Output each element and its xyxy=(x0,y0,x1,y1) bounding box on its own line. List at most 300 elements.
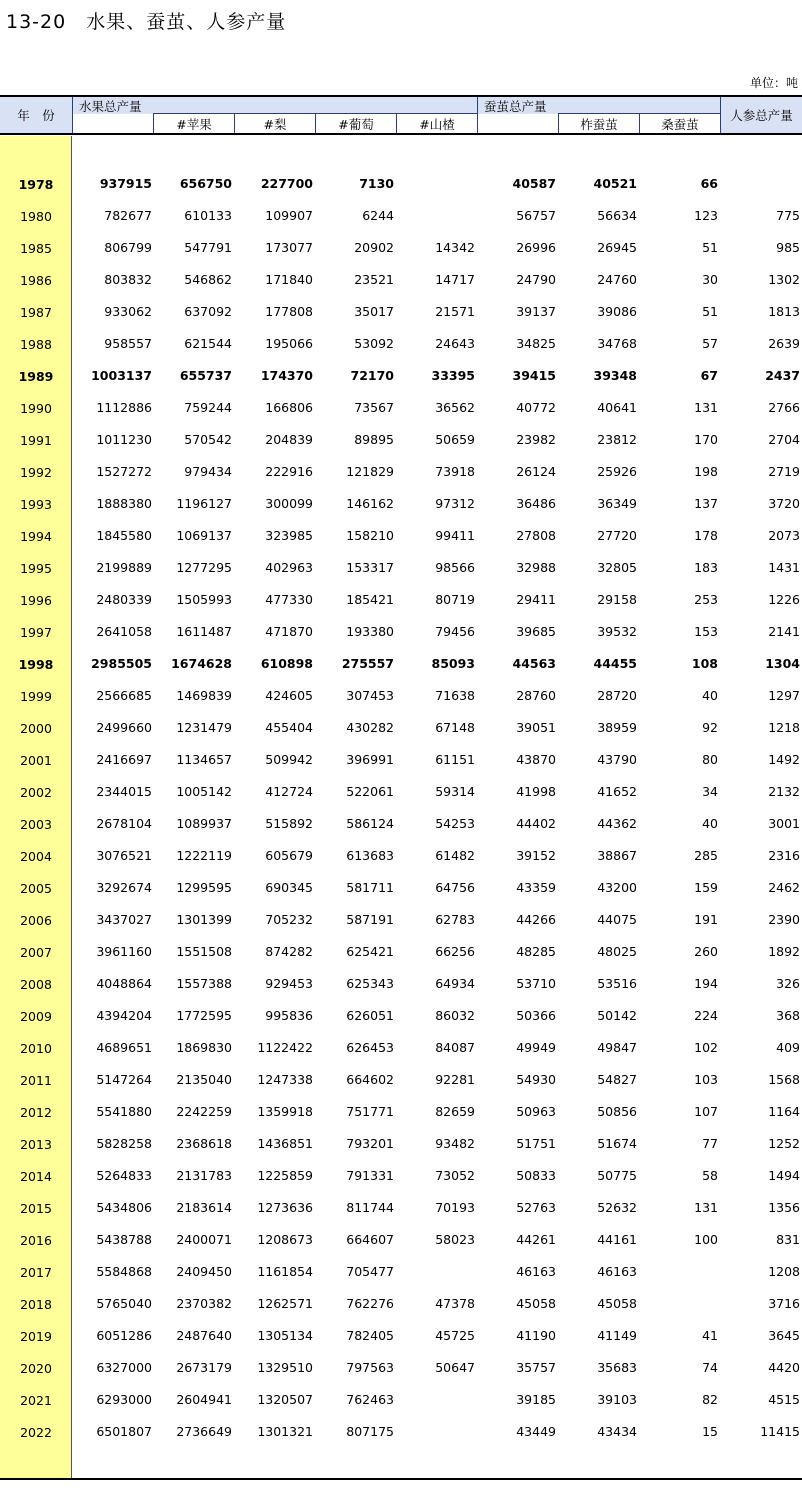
cell-pear: 610898 xyxy=(260,656,313,671)
table-row xyxy=(0,1128,802,1160)
cell-pear: 1305134 xyxy=(257,1328,313,1343)
cell-fruit-total: 1112886 xyxy=(96,400,152,415)
cell-year: 2003 xyxy=(20,817,52,832)
cell-year: 1994 xyxy=(20,529,52,544)
cell-hawthorn: 62783 xyxy=(435,912,475,927)
table-row xyxy=(0,520,802,552)
cell-mulberry: 92 xyxy=(702,720,718,735)
cell-tussah: 43434 xyxy=(597,1424,637,1439)
cell-ginseng: 2073 xyxy=(768,528,800,543)
cell-fruit-total: 4048864 xyxy=(96,976,152,991)
cell-hawthorn: 64934 xyxy=(435,976,475,991)
cell-cocoon-total: 39051 xyxy=(516,720,556,735)
cell-mulberry: 34 xyxy=(702,784,718,799)
cell-fruit-total: 2199889 xyxy=(96,560,152,575)
cell-apple: 2487640 xyxy=(176,1328,232,1343)
cell-pear: 1359918 xyxy=(257,1104,313,1119)
cell-cocoon-total: 44563 xyxy=(512,656,556,671)
cell-fruit-total: 958557 xyxy=(104,336,152,351)
cell-mulberry: 51 xyxy=(702,304,718,319)
cell-mulberry: 102 xyxy=(694,1040,718,1055)
cell-pear: 690345 xyxy=(265,880,313,895)
cell-pear: 995836 xyxy=(265,1008,313,1023)
cell-apple: 2400071 xyxy=(176,1232,232,1247)
cell-cocoon-total: 29411 xyxy=(516,592,556,607)
cell-grape: 396991 xyxy=(346,752,394,767)
cell-tussah: 50142 xyxy=(597,1008,637,1023)
cell-year: 1995 xyxy=(20,561,52,576)
header-divider xyxy=(234,114,235,133)
cell-mulberry: 67 xyxy=(700,368,718,383)
cell-tussah: 41652 xyxy=(597,784,637,799)
cell-tussah: 53516 xyxy=(597,976,637,991)
table-row xyxy=(0,1160,802,1192)
cell-fruit-total: 1003137 xyxy=(91,368,152,383)
cell-apple: 1089937 xyxy=(176,816,232,831)
cell-year: 2019 xyxy=(20,1329,52,1344)
cell-fruit-total: 6327000 xyxy=(96,1360,152,1375)
cell-cocoon-total: 40587 xyxy=(512,176,556,191)
cell-cocoon-total: 53710 xyxy=(516,976,556,991)
cell-hawthorn: 21571 xyxy=(435,304,475,319)
cell-apple: 637092 xyxy=(184,304,232,319)
cell-hawthorn: 98566 xyxy=(435,560,475,575)
cell-cocoon-total: 44266 xyxy=(516,912,556,927)
cell-year: 2021 xyxy=(20,1393,52,1408)
table-row xyxy=(0,744,802,776)
cell-tussah: 50856 xyxy=(597,1104,637,1119)
cell-pear: 402963 xyxy=(265,560,313,575)
cell-fruit-total: 803832 xyxy=(104,272,152,287)
cell-mulberry: 51 xyxy=(702,240,718,255)
cell-ginseng: 1208 xyxy=(768,1264,800,1279)
cell-fruit-total: 1888380 xyxy=(96,496,152,511)
cell-fruit-total: 2480339 xyxy=(96,592,152,607)
cell-ginseng: 4515 xyxy=(768,1392,800,1407)
header-tussah: 柞蚕茧 xyxy=(559,114,639,133)
cell-year: 1988 xyxy=(20,337,52,352)
cell-hawthorn: 73918 xyxy=(435,464,475,479)
cell-grape: 626453 xyxy=(346,1040,394,1055)
cell-cocoon-total: 50366 xyxy=(516,1008,556,1023)
cell-fruit-total: 6051286 xyxy=(96,1328,152,1343)
cell-grape: 73567 xyxy=(354,400,394,415)
cell-pear: 1208673 xyxy=(257,1232,313,1247)
cell-pear: 1436851 xyxy=(257,1136,313,1151)
table-row xyxy=(0,776,802,808)
cell-pear: 109907 xyxy=(265,208,313,223)
cell-apple: 1469839 xyxy=(176,688,232,703)
cell-tussah: 52632 xyxy=(597,1200,637,1215)
cell-pear: 323985 xyxy=(265,528,313,543)
table-row xyxy=(0,456,802,488)
cell-ginseng: 11415 xyxy=(760,1424,800,1439)
cell-hawthorn: 73052 xyxy=(435,1168,475,1183)
cell-grape: 625421 xyxy=(346,944,394,959)
cell-apple: 621544 xyxy=(184,336,232,351)
cell-pear: 1273636 xyxy=(257,1200,313,1215)
cell-apple: 1557388 xyxy=(176,976,232,991)
cell-hawthorn: 86032 xyxy=(435,1008,475,1023)
cell-cocoon-total: 43359 xyxy=(516,880,556,895)
cell-apple: 1611487 xyxy=(176,624,232,639)
cell-fruit-total: 2416697 xyxy=(96,752,152,767)
cell-year: 2013 xyxy=(20,1137,52,1152)
cell-ginseng: 1892 xyxy=(768,944,800,959)
cell-pear: 455404 xyxy=(265,720,313,735)
header-apple: #苹果 xyxy=(154,114,234,133)
cell-pear: 412724 xyxy=(265,784,313,799)
cell-ginseng: 2437 xyxy=(765,368,800,383)
table-row xyxy=(0,264,802,296)
cell-year: 1993 xyxy=(20,497,52,512)
cell-grape: 793201 xyxy=(346,1136,394,1151)
cell-fruit-total: 1845580 xyxy=(96,528,152,543)
cell-ginseng: 1813 xyxy=(768,304,800,319)
cell-mulberry: 131 xyxy=(694,400,718,415)
cell-ginseng: 775 xyxy=(776,208,800,223)
cell-tussah: 23812 xyxy=(597,432,637,447)
cell-ginseng: 1494 xyxy=(768,1168,800,1183)
cell-pear: 177808 xyxy=(265,304,313,319)
cell-apple: 2604941 xyxy=(176,1392,232,1407)
cell-ginseng: 1568 xyxy=(768,1072,800,1087)
cell-hawthorn: 70193 xyxy=(435,1200,475,1215)
table-row xyxy=(0,584,802,616)
cell-apple: 1005142 xyxy=(176,784,232,799)
cell-cocoon-total: 26124 xyxy=(516,464,556,479)
cell-grape: 613683 xyxy=(346,848,394,863)
cell-tussah: 54827 xyxy=(597,1072,637,1087)
cell-grape: 153317 xyxy=(346,560,394,575)
cell-ginseng: 1252 xyxy=(768,1136,800,1151)
cell-year: 2005 xyxy=(20,881,52,896)
cell-mulberry: 183 xyxy=(694,560,718,575)
cell-fruit-total: 5147264 xyxy=(96,1072,152,1087)
cell-grape: 791331 xyxy=(346,1168,394,1183)
cell-mulberry: 123 xyxy=(694,208,718,223)
cell-year: 2022 xyxy=(20,1425,52,1440)
cell-tussah: 39348 xyxy=(593,368,637,383)
cell-grape: 430282 xyxy=(346,720,394,735)
cell-tussah: 43790 xyxy=(597,752,637,767)
cell-cocoon-total: 54930 xyxy=(516,1072,556,1087)
cell-hawthorn: 36562 xyxy=(435,400,475,415)
cell-fruit-total: 5584868 xyxy=(96,1264,152,1279)
cell-mulberry: 103 xyxy=(694,1072,718,1087)
cell-tussah: 43200 xyxy=(597,880,637,895)
header-divider xyxy=(153,114,154,133)
cell-mulberry: 253 xyxy=(694,592,718,607)
cell-hawthorn: 71638 xyxy=(435,688,475,703)
cell-year: 2020 xyxy=(20,1361,52,1376)
cell-cocoon-total: 32988 xyxy=(516,560,556,575)
cell-ginseng: 3716 xyxy=(768,1296,800,1311)
cell-fruit-total: 2566685 xyxy=(96,688,152,703)
header-cocoon-total-blank xyxy=(478,114,558,133)
table-row xyxy=(0,392,802,424)
cell-year: 1986 xyxy=(20,273,52,288)
cell-hawthorn: 47378 xyxy=(435,1296,475,1311)
header-cocoon-total: 蚕茧总产量 xyxy=(478,97,720,114)
cell-tussah: 44161 xyxy=(597,1232,637,1247)
table-row xyxy=(0,1416,802,1448)
table-row xyxy=(0,1064,802,1096)
cell-hawthorn: 61482 xyxy=(435,848,475,863)
cell-year: 2000 xyxy=(20,721,52,736)
cell-mulberry: 80 xyxy=(702,752,718,767)
cell-cocoon-total: 27808 xyxy=(516,528,556,543)
cell-fruit-total: 806799 xyxy=(104,240,152,255)
header-hawthorn: #山楂 xyxy=(397,114,477,133)
table-row xyxy=(0,1224,802,1256)
table-row xyxy=(0,1288,802,1320)
cell-apple: 1301399 xyxy=(176,912,232,927)
cell-pear: 605679 xyxy=(265,848,313,863)
cell-mulberry: 77 xyxy=(702,1136,718,1151)
header-bottom-rule xyxy=(0,133,802,135)
cell-tussah: 41149 xyxy=(597,1328,637,1343)
cell-mulberry: 108 xyxy=(691,656,718,671)
table-row xyxy=(0,1384,802,1416)
header-divider xyxy=(153,113,477,114)
cell-mulberry: 170 xyxy=(694,432,718,447)
table-row xyxy=(0,808,802,840)
cell-mulberry: 82 xyxy=(702,1392,718,1407)
cell-hawthorn: 82659 xyxy=(435,1104,475,1119)
cell-apple: 610133 xyxy=(184,208,232,223)
cell-year: 1996 xyxy=(20,593,52,608)
cell-year: 2018 xyxy=(20,1297,52,1312)
cell-year: 2016 xyxy=(20,1233,52,1248)
cell-mulberry: 194 xyxy=(694,976,718,991)
cell-tussah: 50775 xyxy=(597,1168,637,1183)
cell-apple: 1231479 xyxy=(176,720,232,735)
cell-apple: 2409450 xyxy=(176,1264,232,1279)
cell-tussah: 25926 xyxy=(597,464,637,479)
cell-year: 2015 xyxy=(20,1201,52,1216)
cell-apple: 2370382 xyxy=(176,1296,232,1311)
cell-fruit-total: 782677 xyxy=(104,208,152,223)
cell-cocoon-total: 44402 xyxy=(516,816,556,831)
cell-tussah: 27720 xyxy=(597,528,637,543)
cell-ginseng: 1297 xyxy=(768,688,800,703)
cell-mulberry: 153 xyxy=(694,624,718,639)
cell-cocoon-total: 36486 xyxy=(516,496,556,511)
cell-cocoon-total: 51751 xyxy=(516,1136,556,1151)
cell-pear: 173077 xyxy=(265,240,313,255)
table-row xyxy=(0,296,802,328)
cell-ginseng: 2141 xyxy=(768,624,800,639)
table-row xyxy=(0,168,802,200)
cell-pear: 1247338 xyxy=(257,1072,313,1087)
cell-fruit-total: 1011230 xyxy=(96,432,152,447)
cell-grape: 625343 xyxy=(346,976,394,991)
cell-grape: 626051 xyxy=(346,1008,394,1023)
cell-grape: 522061 xyxy=(346,784,394,799)
cell-year: 1991 xyxy=(20,433,52,448)
header-year: 年 份 xyxy=(0,97,72,133)
cell-hawthorn: 50647 xyxy=(435,1360,475,1375)
cell-fruit-total: 4394204 xyxy=(96,1008,152,1023)
cell-ginseng: 1226 xyxy=(768,592,800,607)
cell-year: 2002 xyxy=(20,785,52,800)
cell-mulberry: 131 xyxy=(694,1200,718,1215)
cell-apple: 1505993 xyxy=(176,592,232,607)
cell-year: 2009 xyxy=(20,1009,52,1024)
cell-apple: 1196127 xyxy=(176,496,232,511)
cell-ginseng: 1304 xyxy=(765,656,800,671)
cell-grape: 581711 xyxy=(346,880,394,895)
cell-ginseng: 326 xyxy=(776,976,800,991)
cell-hawthorn: 92281 xyxy=(435,1072,475,1087)
cell-pear: 929453 xyxy=(265,976,313,991)
cell-cocoon-total: 56757 xyxy=(516,208,556,223)
header-divider xyxy=(639,114,640,133)
cell-tussah: 24760 xyxy=(597,272,637,287)
cell-cocoon-total: 50963 xyxy=(516,1104,556,1119)
cell-grape: 6244 xyxy=(362,208,394,223)
cell-apple: 2673179 xyxy=(176,1360,232,1375)
cell-year: 1978 xyxy=(18,177,54,192)
cell-grape: 146162 xyxy=(346,496,394,511)
cell-cocoon-total: 40772 xyxy=(516,400,556,415)
cell-fruit-total: 2499660 xyxy=(96,720,152,735)
table-row xyxy=(0,1032,802,1064)
table-row xyxy=(0,712,802,744)
cell-year: 2008 xyxy=(20,977,52,992)
cell-pear: 204839 xyxy=(265,432,313,447)
cell-pear: 166806 xyxy=(265,400,313,415)
cell-cocoon-total: 39185 xyxy=(516,1392,556,1407)
cell-pear: 477330 xyxy=(265,592,313,607)
cell-cocoon-total: 44261 xyxy=(516,1232,556,1247)
cell-grape: 72170 xyxy=(350,368,394,383)
cell-cocoon-total: 50833 xyxy=(516,1168,556,1183)
cell-pear: 705232 xyxy=(265,912,313,927)
cell-tussah: 32805 xyxy=(597,560,637,575)
header-divider xyxy=(72,97,73,133)
cell-hawthorn: 14342 xyxy=(435,240,475,255)
cell-tussah: 56634 xyxy=(597,208,637,223)
cell-tussah: 38959 xyxy=(597,720,637,735)
cell-hawthorn: 79456 xyxy=(435,624,475,639)
table-row xyxy=(0,360,802,392)
cell-hawthorn: 99411 xyxy=(435,528,475,543)
cell-ginseng: 4420 xyxy=(768,1360,800,1375)
cell-fruit-total: 5438788 xyxy=(96,1232,152,1247)
cell-tussah: 45058 xyxy=(597,1296,637,1311)
header-divider xyxy=(558,114,559,133)
cell-year: 2007 xyxy=(20,945,52,960)
cell-pear: 1262571 xyxy=(257,1296,313,1311)
cell-apple: 1069137 xyxy=(176,528,232,543)
cell-hawthorn: 14717 xyxy=(435,272,475,287)
cell-tussah: 39086 xyxy=(597,304,637,319)
cell-pear: 1161854 xyxy=(257,1264,313,1279)
cell-year: 2001 xyxy=(20,753,52,768)
cell-mulberry: 74 xyxy=(702,1360,718,1375)
cell-mulberry: 260 xyxy=(694,944,718,959)
cell-year: 2006 xyxy=(20,913,52,928)
cell-cocoon-total: 48285 xyxy=(516,944,556,959)
cell-cocoon-total: 41998 xyxy=(516,784,556,799)
cell-ginseng: 409 xyxy=(776,1040,800,1055)
table-row xyxy=(0,616,802,648)
table-header xyxy=(0,97,802,133)
cell-mulberry: 198 xyxy=(694,464,718,479)
header-fruit-total-blank xyxy=(73,114,153,133)
cell-fruit-total: 2678104 xyxy=(96,816,152,831)
cell-hawthorn: 58023 xyxy=(435,1232,475,1247)
cell-ginseng: 2719 xyxy=(768,464,800,479)
page-title: 13-20 水果、蚕茧、人参产量 xyxy=(6,11,287,33)
cell-year: 1990 xyxy=(20,401,52,416)
cell-grape: 185421 xyxy=(346,592,394,607)
table-row xyxy=(0,968,802,1000)
cell-pear: 874282 xyxy=(265,944,313,959)
cell-apple: 570542 xyxy=(184,432,232,447)
cell-tussah: 28720 xyxy=(597,688,637,703)
cell-fruit-total: 937915 xyxy=(99,176,152,191)
table-row xyxy=(0,680,802,712)
cell-tussah: 44455 xyxy=(593,656,637,671)
cell-tussah: 38867 xyxy=(597,848,637,863)
table-row xyxy=(0,328,802,360)
cell-fruit-total: 3076521 xyxy=(96,848,152,863)
cell-year: 1997 xyxy=(20,625,52,640)
cell-fruit-total: 6501807 xyxy=(96,1424,152,1439)
cell-apple: 2736649 xyxy=(176,1424,232,1439)
cell-tussah: 40641 xyxy=(597,400,637,415)
cell-year: 1980 xyxy=(20,209,52,224)
table-row xyxy=(0,1096,802,1128)
cell-cocoon-total: 39685 xyxy=(516,624,556,639)
cell-fruit-total: 2641058 xyxy=(96,624,152,639)
cell-year: 1998 xyxy=(18,657,54,672)
cell-hawthorn: 64756 xyxy=(435,880,475,895)
cell-cocoon-total: 39137 xyxy=(516,304,556,319)
header-ginseng: 人参总产量 xyxy=(721,97,802,133)
cell-grape: 193380 xyxy=(346,624,394,639)
cell-ginseng: 831 xyxy=(776,1232,800,1247)
header-divider xyxy=(558,113,720,114)
cell-apple: 546862 xyxy=(184,272,232,287)
cell-mulberry: 100 xyxy=(694,1232,718,1247)
cell-tussah: 40521 xyxy=(593,176,637,191)
cell-grape: 807175 xyxy=(346,1424,394,1439)
table-row xyxy=(0,1256,802,1288)
table-row xyxy=(0,1000,802,1032)
cell-mulberry: 66 xyxy=(700,176,718,191)
cell-cocoon-total: 52763 xyxy=(516,1200,556,1215)
cell-hawthorn: 45725 xyxy=(435,1328,475,1343)
cell-grape: 751771 xyxy=(346,1104,394,1119)
cell-ginseng: 985 xyxy=(776,240,800,255)
cell-apple: 1772595 xyxy=(176,1008,232,1023)
table-row xyxy=(0,840,802,872)
cell-mulberry: 40 xyxy=(702,688,718,703)
cell-mulberry: 191 xyxy=(694,912,718,927)
cell-grape: 664602 xyxy=(346,1072,394,1087)
cell-grape: 797563 xyxy=(346,1360,394,1375)
cell-apple: 1277295 xyxy=(176,560,232,575)
cell-fruit-total: 5828258 xyxy=(96,1136,152,1151)
cell-fruit-total: 2344015 xyxy=(96,784,152,799)
cell-pear: 300099 xyxy=(265,496,313,511)
table-row xyxy=(0,904,802,936)
cell-year: 2014 xyxy=(20,1169,52,1184)
